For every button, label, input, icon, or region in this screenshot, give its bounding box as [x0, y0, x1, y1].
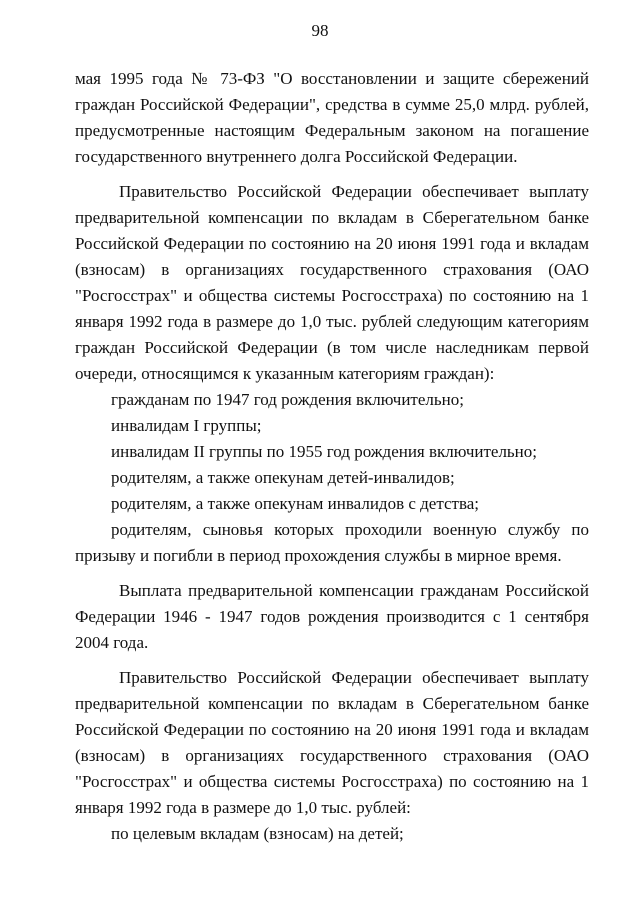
list-item: родителям, а также опекунам детей-инвалидов; — [111, 468, 455, 487]
list-item: по целевым вкладам (взносам) на детей; — [111, 824, 404, 843]
paragraph-government-compensation-2: Правительство Российской Федерации обеспечивает выплату предварительной компенсации по вкладам в Сберегательном банке Российской Федерации по состоянию на 20 июня 1991 года и вкладам (взносам) в организациях государственного страхования (ОАО "Росгосстрах" и общества системы Росгосстраха) по состоянию на 1 января 1992 года в размере до 1,0 тыс. рублей: — [75, 668, 589, 817]
list-item: родителям, сыновья которых проходили военную службу по призыву и погибли в период прохождения службы в мирное время. — [75, 520, 589, 565]
page-number: 98 — [311, 21, 329, 40]
targeted-deposits-list — [75, 821, 589, 847]
list-item: инвалидам II группы по 1955 год рождения включительно; — [111, 442, 538, 461]
list-item: родителям, а также опекунам инвалидов с детства; — [111, 494, 480, 513]
document-body — [75, 66, 589, 847]
paragraph-law-reference: мая 1995 года № 73-ФЗ "О восстановлении и защите сбережений граждан Российской Федерации", средства в сумме 25,0 млрд. рублей, предусмотренные настоящим Федеральным законом на погашение государственного внутреннего долга Российской Федерации. — [75, 69, 589, 166]
list-item: гражданам по 1947 год рождения включительно; — [111, 390, 464, 409]
paragraph-payment-date: Выплата предварительной компенсации гражданам Российской Федерации 1946 - 1947 годов рождения производится с 1 сентября 2004 года. — [75, 581, 589, 652]
eligible-categories-list — [75, 387, 589, 569]
list-item: инвалидам I группы; — [111, 416, 262, 435]
paragraph-government-compensation: Правительство Российской Федерации обеспечивает выплату предварительной компенсации по вкладам в Сберегательном банке Российской Федерации по состоянию на 20 июня 1991 года и вкладам (взносам) в организациях государственного страхования (ОАО "Росгосстрах" и общества системы Росгосстраха) по состоянию на 1 января 1992 года в размере до 1,0 тыс. рублей следующим категориям граждан Российской Федерации (в том числе наследникам первой очереди, относящимся к указанным категориям граждан): — [75, 182, 589, 383]
